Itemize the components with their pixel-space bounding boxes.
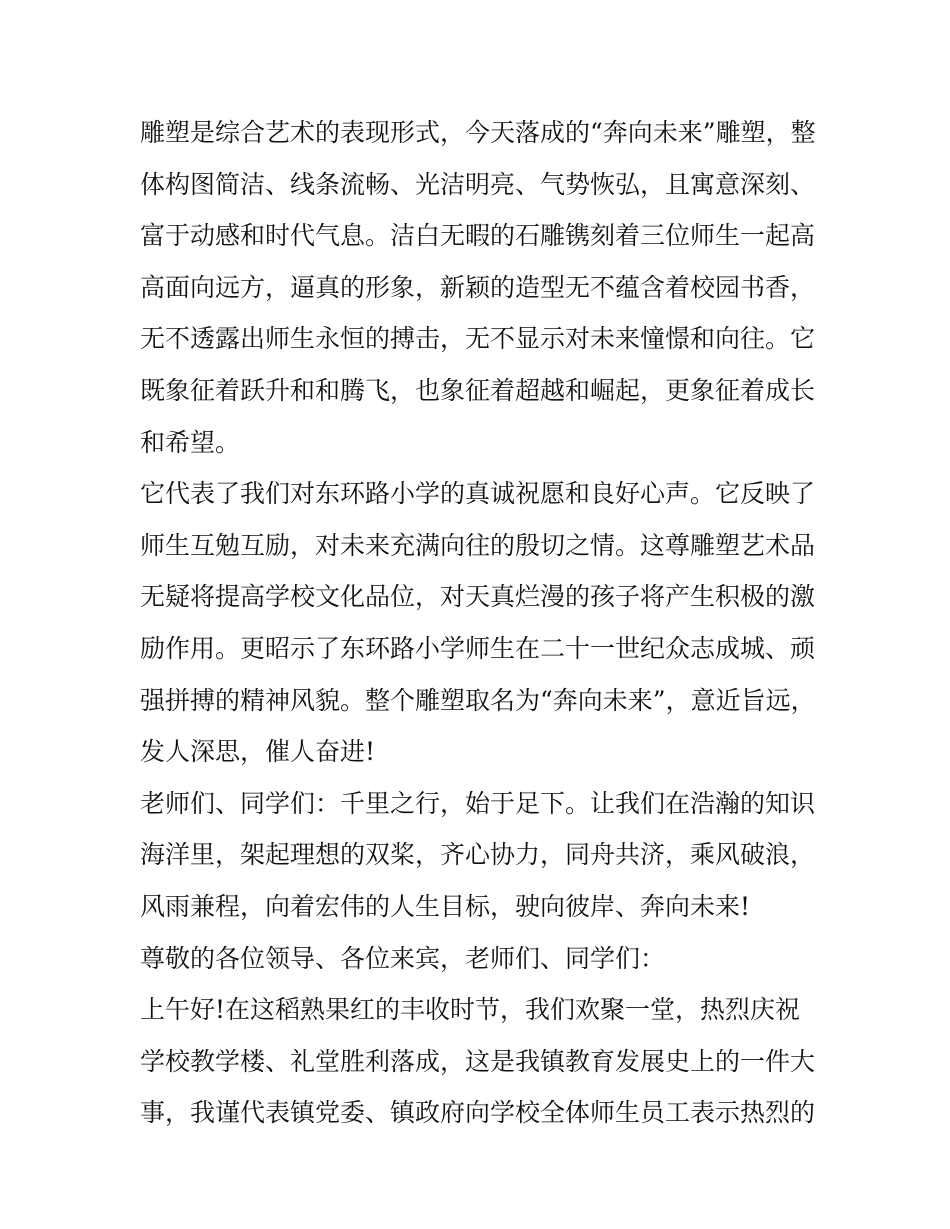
text-line: 励作用。更昭示了东环路小学师生在二十一世纪众志成城、顽 <box>140 633 816 663</box>
text-line: 富于动感和时代气息。洁白无暇的石雕镌刻着三位师生一起高 <box>140 221 816 251</box>
text-line: 老师们、同学们：千里之行，始于足下。让我们在浩瀚的知识 <box>140 788 816 818</box>
document-body <box>140 107 820 1139</box>
text-line: 尊敬的各位领导、各位来宾，老师们、同学们： <box>140 943 666 973</box>
text-line: 它代表了我们对东环路小学的真诚祝愿和良好心声。它反映了 <box>140 479 816 509</box>
text-line: 和希望。 <box>140 427 241 457</box>
text-line: 雕塑是综合艺术的表现形式，今天落成的“奔向未来”雕塑，整 <box>140 118 816 147</box>
text-line: 学校教学楼、礼堂胜利落成，这是我镇教育发展史上的一件大 <box>140 1046 816 1076</box>
text-line: 既象征着跃升和和腾飞，也象征着超越和崛起，更象征着成长 <box>140 375 816 405</box>
text-line: 师生互勉互励，对未来充满向往的殷切之情。这尊雕塑艺术品 <box>140 530 816 560</box>
text-line: 高面向远方，逼真的形象，新颖的造型无不蕴含着校园书香， <box>140 272 816 302</box>
text-line: 发人深思，催人奋进! <box>140 737 376 767</box>
text-line: 强拼搏的精神风貌。整个雕塑取名为“奔向未来”，意近旨远， <box>140 685 816 715</box>
text-line: 海洋里，架起理想的双桨，齐心协力，同舟共济，乘风破浪， <box>140 840 816 870</box>
text-line: 风雨兼程，向着宏伟的人生目标，驶向彼岸、奔向未来! <box>140 891 751 921</box>
text-line: 无不透露出师生永恒的搏击，无不显示对未来憧憬和向往。它 <box>140 324 816 354</box>
text-line: 体构图简洁、线条流畅、光洁明亮、气势恢弘，且寓意深刻、 <box>140 169 816 199</box>
text-line: 无疑将提高学校文化品位，对天真烂漫的孩子将产生积极的激 <box>140 582 816 612</box>
text-line: 事，我谨代表镇党委、镇政府向学校全体师生员工表示热烈的 <box>140 1098 816 1128</box>
text-line: 上午好!在这稻熟果红的丰收时节，我们欢聚一堂，热烈庆祝 <box>140 995 801 1025</box>
